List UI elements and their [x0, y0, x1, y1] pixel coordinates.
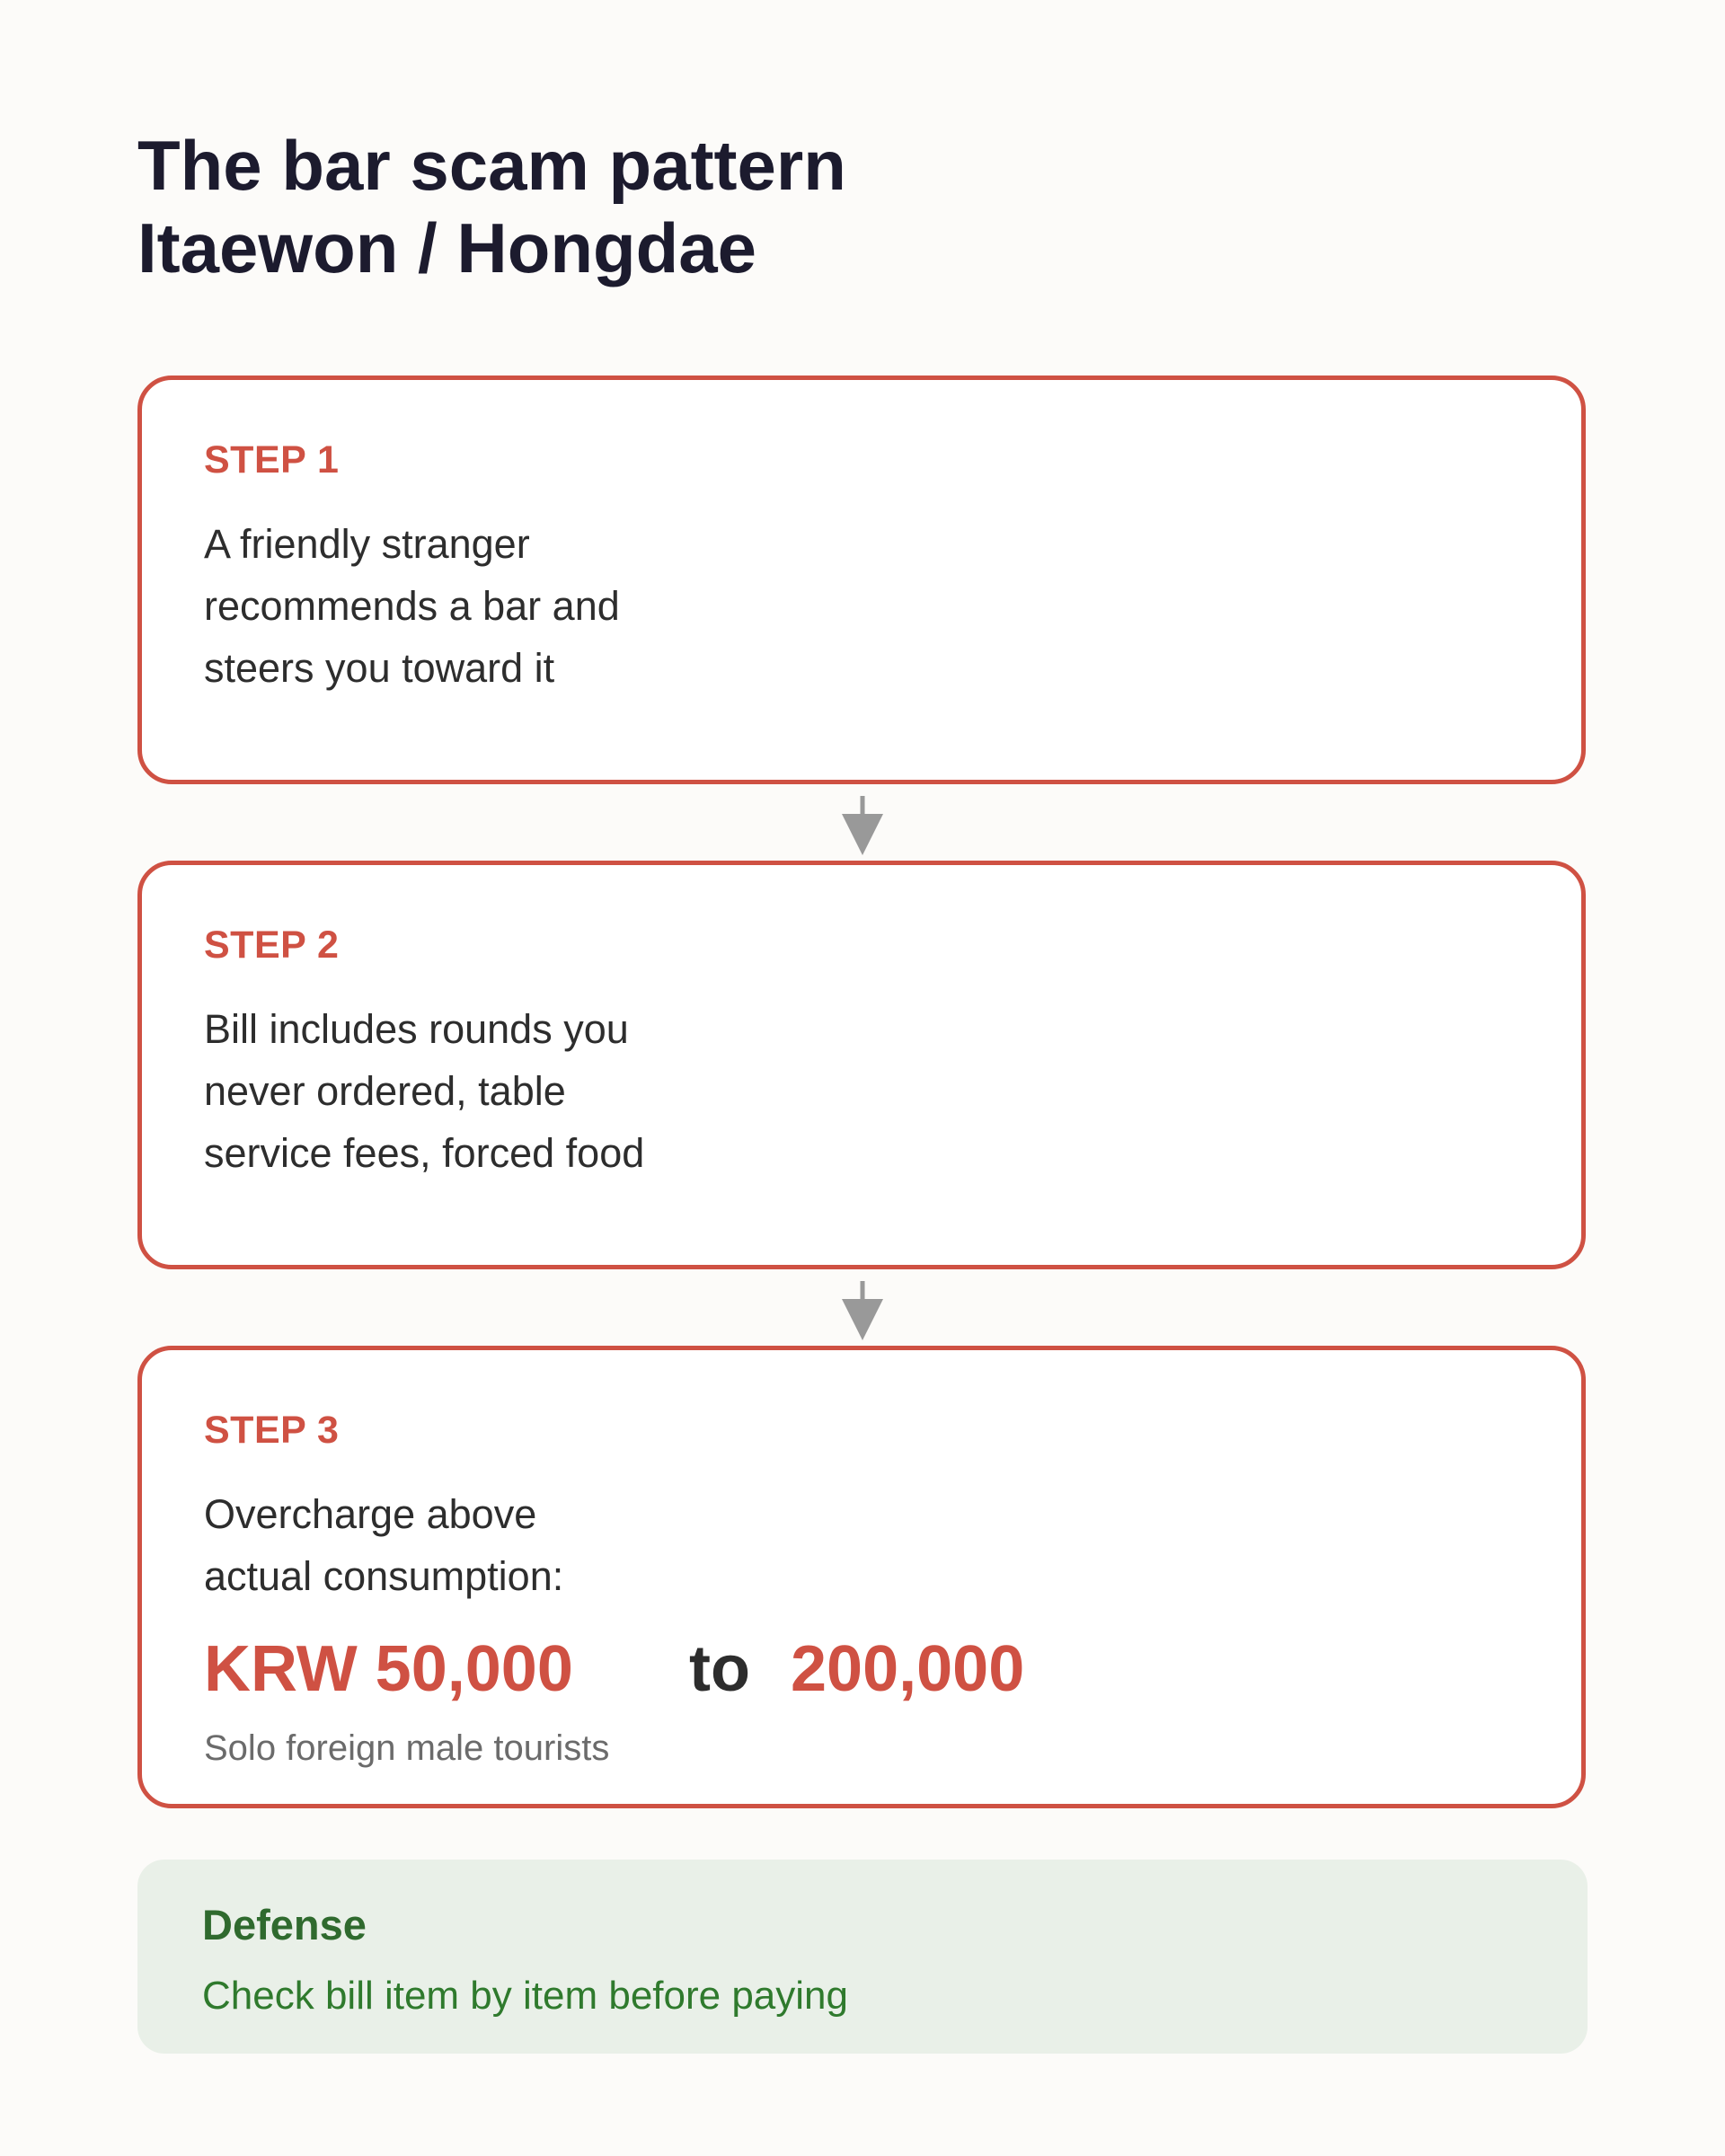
step-3-description — [204, 1483, 887, 1607]
step-2-label: STEP 2 — [204, 923, 340, 967]
step-2-line-1: Bill includes rounds you — [204, 1006, 629, 1052]
title-line-2: Itaewon / Hongdae — [137, 208, 757, 287]
target-audience-note: Solo foreign male tourists — [204, 1728, 610, 1768]
step-1-line-2: recommends a bar and — [204, 583, 620, 629]
step-1-label: STEP 1 — [204, 438, 340, 482]
amount-connector: to — [689, 1633, 750, 1705]
step-1-line-3: steers you toward it — [204, 645, 555, 691]
defense-text: Check bill item by item before paying — [202, 1974, 848, 2018]
amount-high: 200,000 — [791, 1633, 1025, 1705]
step-3-label: STEP 3 — [204, 1409, 340, 1452]
down-arrow-icon — [840, 796, 885, 859]
defense-callout — [137, 1860, 1588, 2054]
step-1-description — [204, 513, 887, 699]
step-3-card — [137, 1346, 1586, 1808]
step-3-line-2: actual consumption: — [204, 1553, 564, 1599]
down-arrow-icon — [840, 1281, 885, 1344]
step-2-line-2: never ordered, table — [204, 1068, 566, 1114]
step-3-line-1: Overcharge above — [204, 1491, 537, 1537]
page-title — [137, 124, 846, 289]
defense-title: Defense — [202, 1901, 367, 1948]
amount-low: KRW 50,000 — [204, 1633, 573, 1705]
step-1-line-1: A friendly stranger — [204, 521, 530, 567]
step-1-card — [137, 376, 1586, 784]
step-2-card — [137, 861, 1586, 1269]
title-line-1: The bar scam pattern — [137, 126, 846, 205]
step-2-description — [204, 998, 887, 1184]
step-2-line-3: service fees, forced food — [204, 1130, 645, 1176]
